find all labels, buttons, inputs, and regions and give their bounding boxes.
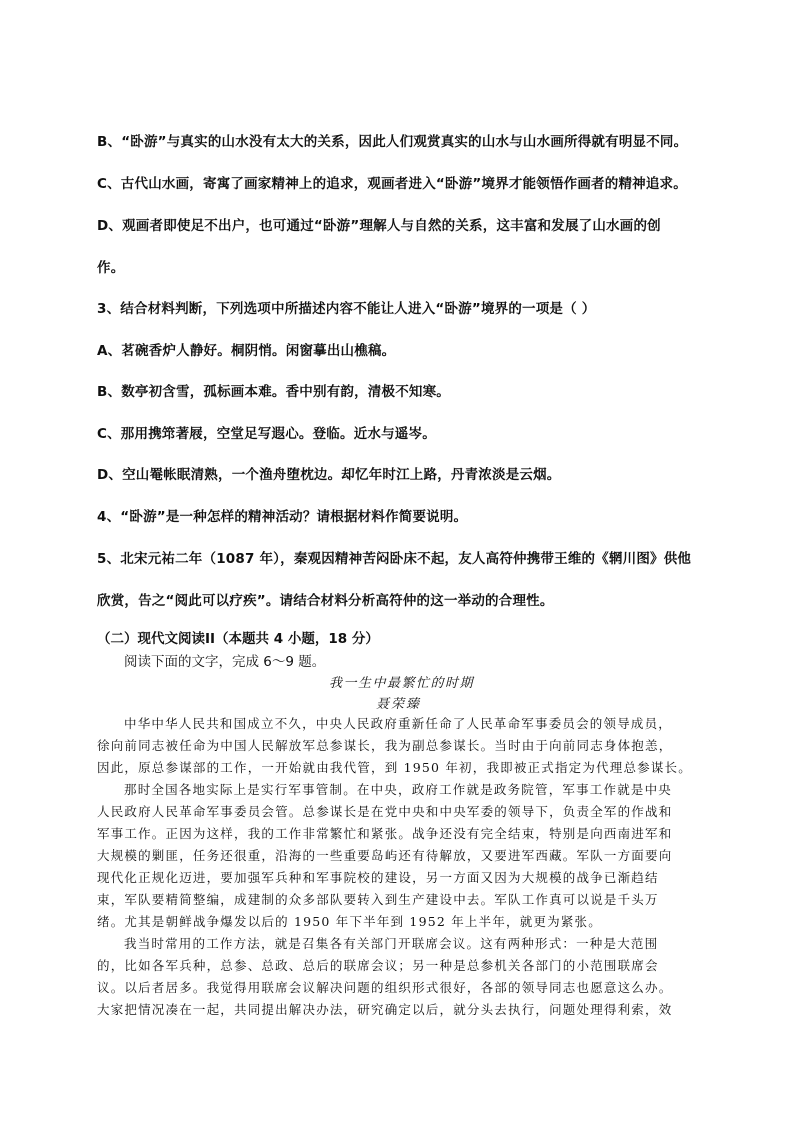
q3-option-a: A、茗碗香炉人静好。桐阴悄。闲窗摹出山樵稿。 bbox=[97, 343, 396, 359]
section-instruction: 阅读下面的文字，完成 6～9 题。 bbox=[124, 654, 326, 670]
q5-line2: 欣赏，告之“阅此可以疗疾”。请结合材料分析高符仲的这一举动的合理性。 bbox=[97, 593, 554, 609]
q5-line1: 5、北宋元祐二年（1087 年），秦观因精神苦闷卧床不起，友人高符仲携带王维的《辋川图》供他 bbox=[97, 551, 692, 567]
body-line: 人民政府人民革命军事委员会管。总参谋长是在党中央和中央军委的领导下，负责全军的作战和 bbox=[97, 804, 673, 819]
q2-option-d-line2: 作。 bbox=[97, 260, 125, 276]
q3-option-b: B、数亭初含雪，孤标画本难。香中别有韵，清极不知寒。 bbox=[97, 384, 450, 400]
body-line: 徐向前同志被任命为中国人民解放军总参谋长，我为副总参谋长。当时由于向前同志身体抱恙， bbox=[97, 738, 673, 753]
q2-option-b: B、“卧游”与真实的山水没有太大的关系，因此人们观赏真实的山水与山水画所得就有明显不同。 bbox=[97, 134, 688, 150]
article-author: 聂荣臻 bbox=[376, 697, 422, 712]
body-line: 绪。尤其是朝鲜战争爆发以后的 1950 年下半年到 1952 年上半年，就更为紧张。 bbox=[97, 914, 602, 929]
body-line: 现代化正规化迈进，要加强军兵种和军事院校的建设，另一方面又因为大规模的战争已渐趋结 bbox=[97, 870, 659, 885]
body-line: 中华中华人民共和国成立不久，中央人民政府重新任命了人民革命军事委员会的领导成员， bbox=[124, 716, 673, 731]
q4: 4、“卧游”是一种怎样的精神活动？请根据材料作简要说明。 bbox=[97, 509, 468, 525]
body-line: 议。以后者居多。我觉得用联席会议解决问题的组织形式很好，各部的领导同志也愿意这么办。 bbox=[97, 980, 673, 995]
body-line: 那时全国各地实际上是实行军事管制。在中央，政府工作就是政务院管，军事工作就是中央 bbox=[124, 782, 673, 797]
q3-option-d: D、空山罨帐眠清熟，一个渔舟堕枕边。却忆年时江上路，丹青浓淡是云烟。 bbox=[97, 467, 561, 483]
q3-stem: 3、结合材料判断，下列选项中所描述内容不能让人进入“卧游”境界的一项是（ ） bbox=[97, 301, 596, 317]
body-line: 我当时常用的工作方法，就是召集各有关部门开联席会议。这有两种形式：一种是大范围 bbox=[124, 936, 659, 951]
q2-option-d-line1: D、观画者即使足不出户，也可通过“卧游”理解人与自然的关系，这丰富和发展了山水画的创 bbox=[97, 218, 661, 234]
body-line: 因此，原总参谋部的工作，一开始就由我代管，到 1950 年初，我即被正式指定为代理总参谋长。 bbox=[97, 760, 692, 775]
body-line: 大规模的剿匪，任务还很重，沿海的一些重要岛屿还有待解放，又要进军西藏。军队一方面要向 bbox=[97, 848, 673, 863]
q2-option-c: C、古代山水画，寄寓了画家精神上的追求，观画者进入“卧游”境界才能领悟作画者的精神追求。 bbox=[97, 176, 687, 192]
body-line: 的，比如各军兵种，总参、总政、总后的联席会议；另一种是总参机关各部门的小范围联席会 bbox=[97, 958, 659, 973]
body-line: 大家把情况凑在一起，共同提出解决办法，研究确定以后，就分头去执行，问题处理得利索，效 bbox=[97, 1002, 673, 1017]
body-line: 束，军队要精简整编，成建制的众多部队要转入到生产建设中去。军队工作真可以说是千头万 bbox=[97, 892, 659, 907]
article-title: 我一生中最繁忙的时期 bbox=[329, 676, 475, 691]
section-heading: （二）现代文阅读II（本题共 4 小题，18 分） bbox=[97, 631, 379, 647]
body-line: 军事工作。正因为这样，我的工作非常繁忙和紧张。战争还没有完全结束，特别是向西南进军和 bbox=[97, 826, 673, 841]
q3-option-c: C、那用携筇著屐，空堂足写遐心。登临。近水与遥岑。 bbox=[97, 426, 436, 442]
